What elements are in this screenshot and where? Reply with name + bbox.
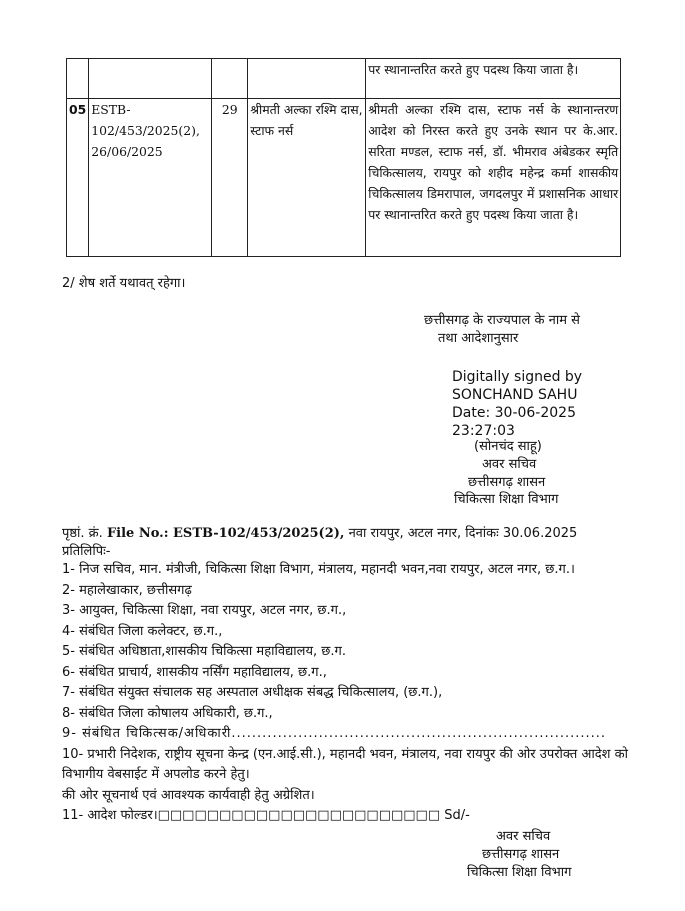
endorsement-line <box>62 524 577 544</box>
remaining-terms: 2/ शेष शर्ते यथावत् रहेगा। <box>62 276 186 291</box>
list-item: 7- संबंधित संयुक्त संचालक सह अस्पताल अधीक्षक संबद्ध चिकित्सालय, (छ.ग.), <box>62 685 443 700</box>
digital-signature <box>452 368 582 440</box>
row-file-number <box>89 59 212 99</box>
list-item: 11- आदेश फोल्डर।□□□□□□□□□□□□□□□□□□□□□□□ Sd/- <box>62 808 470 823</box>
endorsement-suffix: नवा रायपुर, अटल नगर, दिनांकः 30.06.2025 <box>348 526 578 541</box>
list-item: 6- संबंधित प्राचार्य, शासकीय नर्सिंग महाविद्यालय, छ.ग., <box>62 664 327 680</box>
list-item: 3- आयुक्त, चिकित्सा शिक्षा, नवा रायपुर, अटल नगर, छ.ग., <box>62 603 347 618</box>
row-name <box>248 59 366 99</box>
digital-signature-line-2: SONCHAND SAHU <box>452 387 578 403</box>
governor-line-2: तथा आदेशानुसार <box>438 331 519 346</box>
list-item: 9- संबंधित चिकित्सक/अधिकारी......................................................................... <box>62 726 607 741</box>
table-row <box>67 59 621 99</box>
list-item: 8- संबंधित जिला कोषालय अधिकारी, छ.ग., <box>62 705 273 721</box>
endorsement-prefix: पृष्ठां. क्रं. <box>62 526 103 541</box>
governor-line-1: छत्तीसगढ़ के राज्यपाल के नाम से <box>424 313 580 328</box>
row-file-number: ESTB-102/453/2025(2), 26/06/2025 <box>89 99 212 257</box>
row-details: पर स्थानान्तरित करते हुए पदस्थ किया जाता है। <box>366 59 621 99</box>
row-count <box>212 59 248 99</box>
copy-to-label: प्रतिलिपिः- <box>62 544 111 559</box>
footer-department: चिकित्सा शिक्षा विभाग <box>467 865 572 880</box>
digital-signature-line-4: 23:27:03 <box>452 423 515 439</box>
list-item: की ओर सूचनार्थ एवं आवश्यक कार्यवाही हेतु अग्रेशित। <box>62 787 315 803</box>
row-details: श्रीमती अल्का रश्मि दास, स्टाफ नर्स के स्थानान्तरण आदेश को निरस्त करते हुए उनके स्थान पर के.आर. सरिता मण्डल, स्टाफ नर्स, डॉ. भीमराव अंबेडकर स्मृति चिकित्सालय, रायपुर को शहीद महेन्द्र कर्मा शासकीय चिकित्सालय डिमरापाल, जगदलपुर में प्रशासनिक आधार पर स्थानान्तरित करते हुए पदस्थ किया जाता है। <box>366 99 621 257</box>
list-item: 1- निज सचिव, मान. मंत्रीजी, चिकित्सा शिक्षा विभाग, मंत्रालय, महानदी भवन,नवा रायपुर, अटल नगर, छ.ग.। <box>62 562 575 577</box>
signatory-designation: अवर सचिव <box>482 457 537 472</box>
row-serial: 05 <box>67 99 89 257</box>
footer-govt: छत्तीसगढ़ शासन <box>482 847 560 862</box>
signatory-govt: छत्तीसगढ़ शासन <box>468 475 546 490</box>
digital-signature-line-1: Digitally signed by <box>452 369 583 385</box>
list-item: 2- महालेखाकार, छत्तीसगढ़ <box>62 582 192 598</box>
row-count: 29 <box>212 99 248 257</box>
signatory-department: चिकित्सा शिक्षा विभाग <box>454 492 559 507</box>
list-item: 5- संबंधित अधिष्ठाता,शासकीय चिकित्सा महाविद्यालय, छ.ग. <box>62 644 346 659</box>
row-name: श्रीमती अल्का रश्मि दास, स्टाफ नर्स <box>248 99 366 257</box>
order-table <box>66 58 621 257</box>
list-item: 10- प्रभारी निदेशक, राष्ट्रीय सूचना केन्द्र (एन.आई.सी.), महानदी भवन, मंत्रालय, नवा रायपुर की ओर उपरोक्त आदेश को विभागीय वेबसाईट में अपलोड करने हेतु। <box>62 746 628 782</box>
footer-designation: अवर सचिव <box>496 829 551 844</box>
table-row <box>67 99 621 257</box>
signatory-name: (सोनचंद साहू) <box>474 439 542 454</box>
endorsement-file-number: File No.: ESTB-102/453/2025(2), <box>106 526 345 541</box>
copy-list <box>62 560 628 827</box>
digital-signature-line-3: Date: 30-06-2025 <box>452 405 576 421</box>
list-item: 4- संबंधित जिला कलेक्टर, छ.ग., <box>62 623 223 639</box>
row-serial <box>67 59 89 99</box>
